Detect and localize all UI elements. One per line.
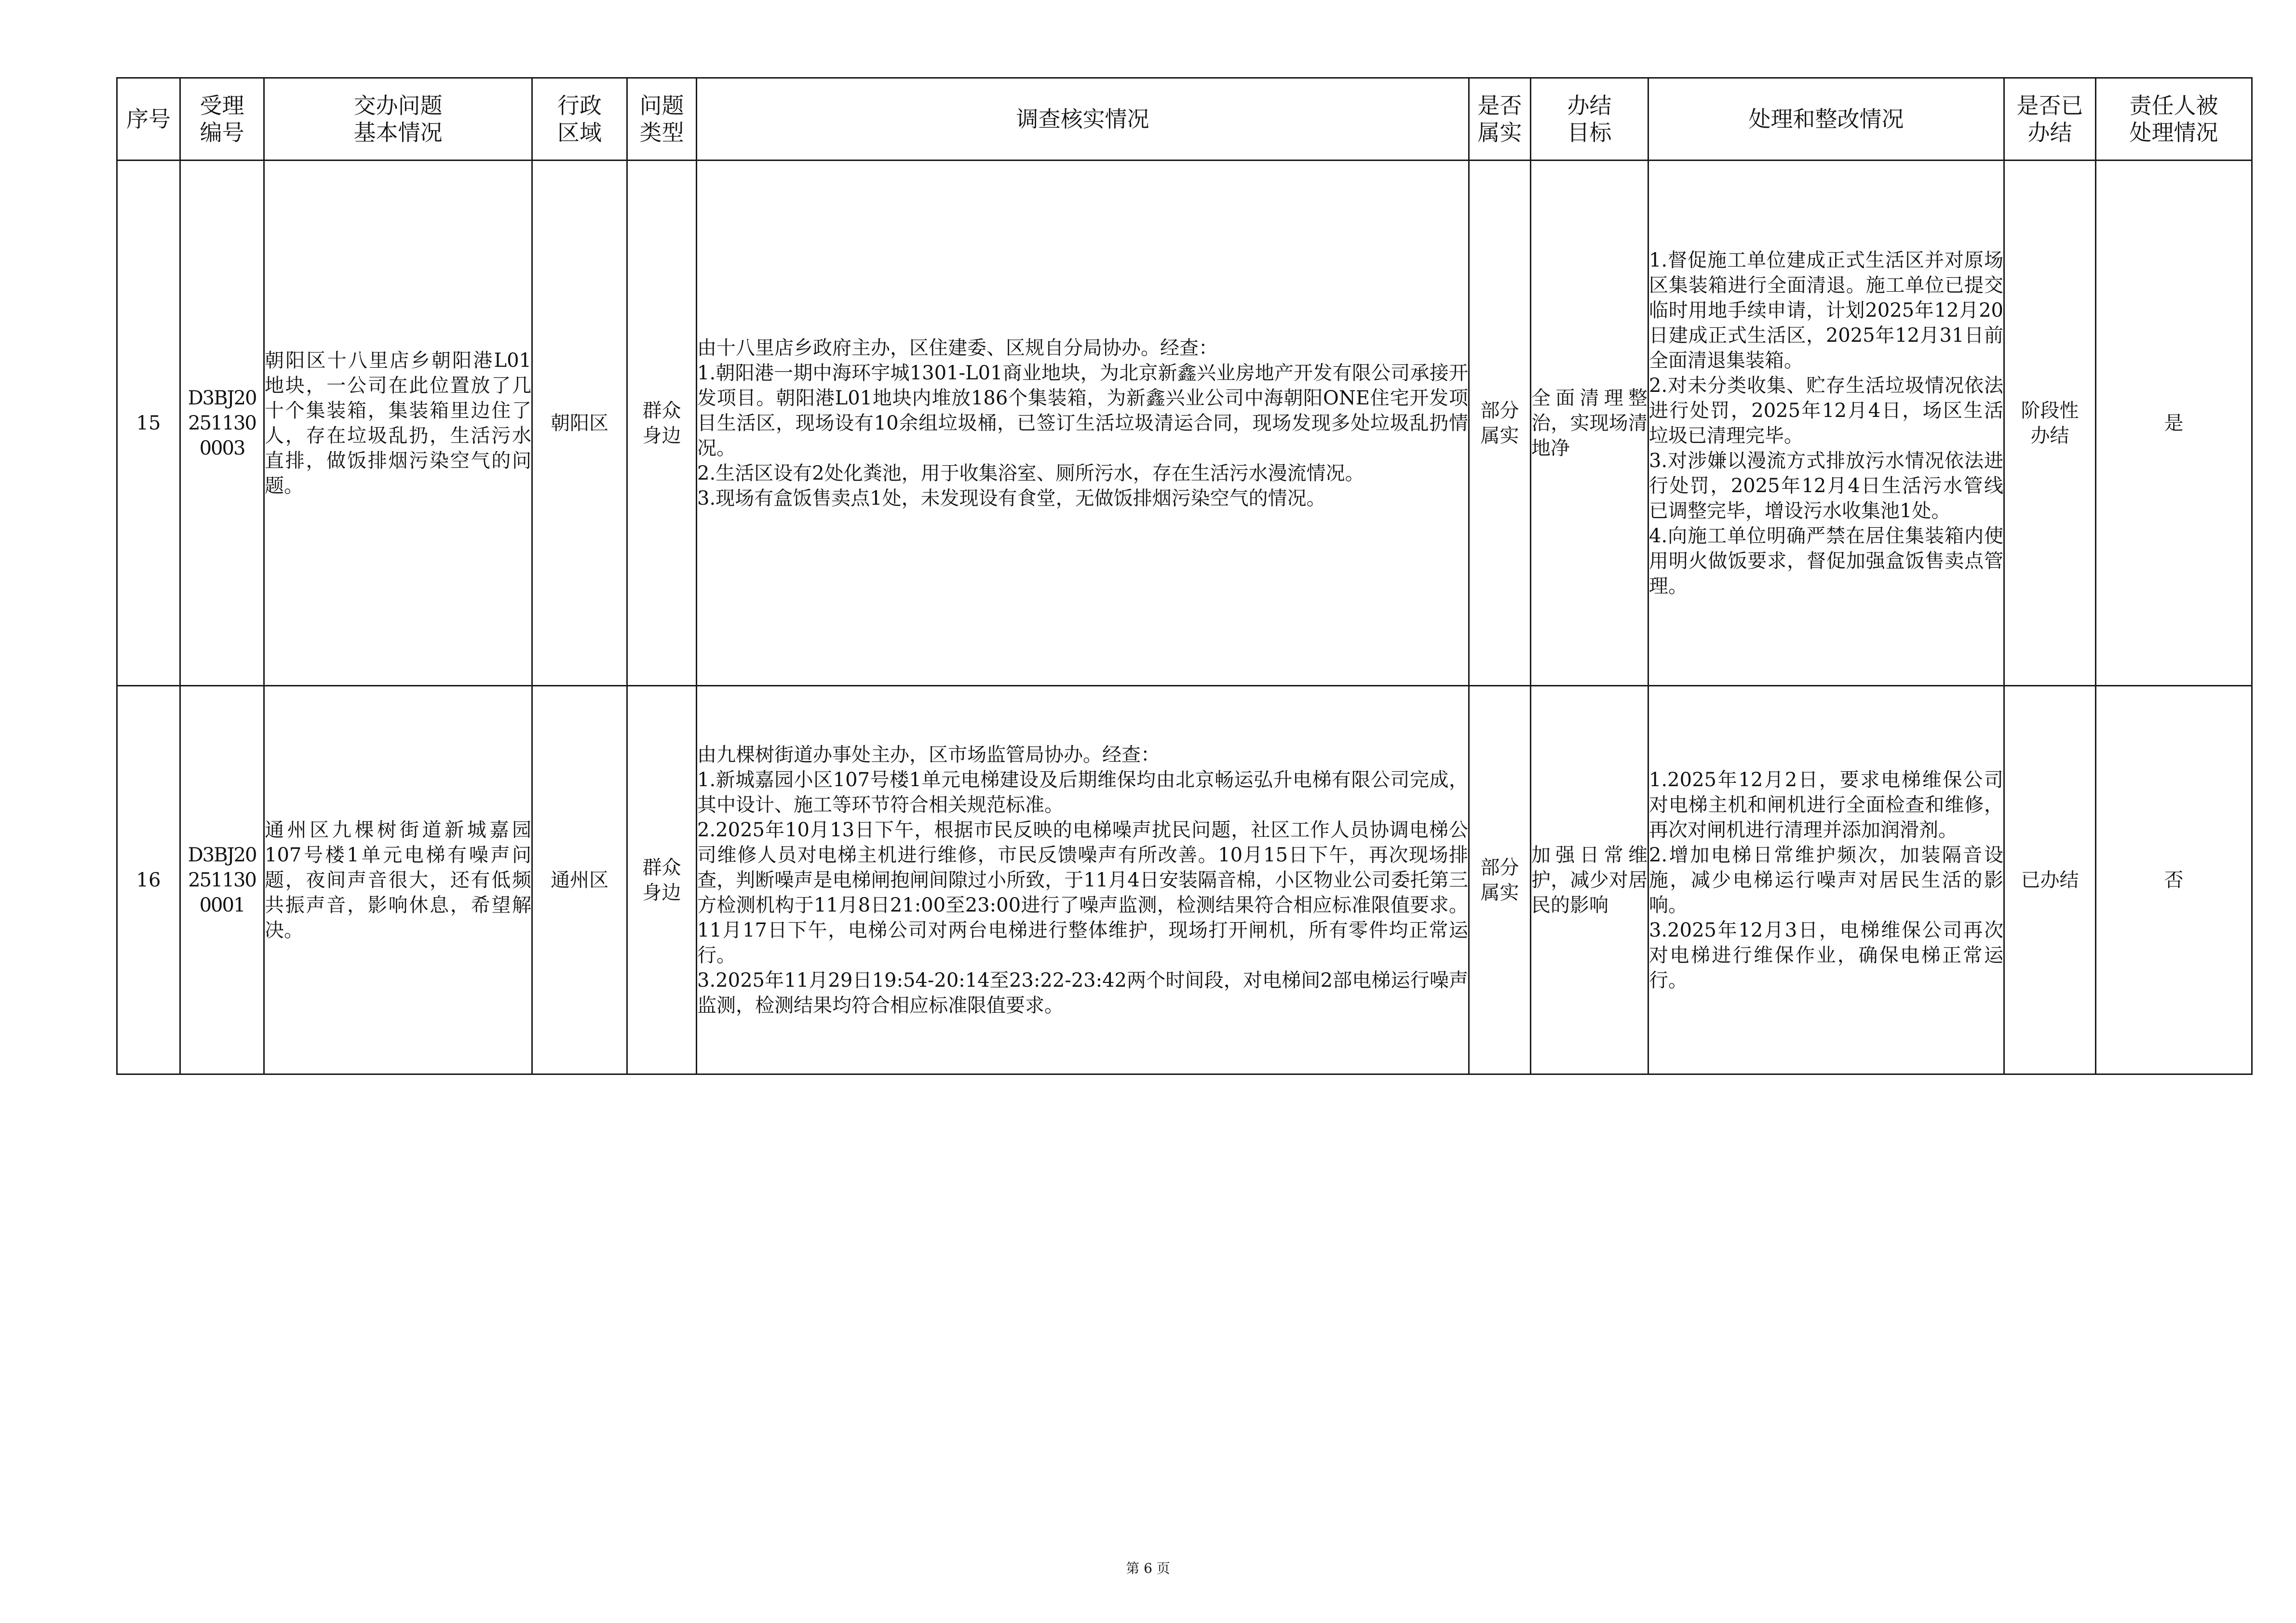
cell-seq: 15: [117, 161, 180, 686]
header-district: 行政 区域: [532, 78, 627, 161]
cell-seq: 16: [117, 686, 180, 1074]
header-done: 是否已 办结: [2004, 78, 2096, 161]
header-punished: 责任人被 处理情况: [2096, 78, 2252, 161]
header-investigation: 调查核实情况: [697, 78, 1469, 161]
cell-case-id: D3BJ20 251130 0003: [180, 161, 264, 686]
cell-goal: 全面清理整治，实现场清地净: [1531, 161, 1648, 686]
cell-district: 通州区: [532, 686, 627, 1074]
complaint-table: [116, 77, 2253, 1075]
cell-investigation: 由十八里店乡政府主办，区住建委、区规自分局协办。经查： 1.朝阳港一期中海环宇城1301-L01商业地块，为北京新鑫兴业房地产开发有限公司承接开发项目。朝阳港L01地块内堆放186个集装箱，为新鑫兴业公司中海朝阳ONE住宅开发项目生活区，现场设有10余组垃圾桶，已签订生活垃圾清运合同，现场发现多处垃圾乱扔情况。 2.生活区设有2处化粪池，用于收集浴室、厕所污水，存在生活污水漫流情况。 3.现场有盒饭售卖点1处，未发现设有食堂，无做饭排烟污染空气的情况。: [697, 161, 1469, 686]
cell-type: 群众 身边: [627, 686, 697, 1074]
cell-problem: 朝阳区十八里店乡朝阳港L01地块，一公司在此位置放了几十个集装箱，集装箱里边住了人，存在垃圾乱扔，生活污水直排，做饭排烟污染空气的问题。: [264, 161, 532, 686]
cell-goal: 加强日常维护，减少对居民的影响: [1531, 686, 1648, 1074]
cell-done: 阶段性 办结: [2004, 161, 2096, 686]
header-verified: 是否 属实: [1469, 78, 1531, 161]
cell-investigation: 由九棵树街道办事处主办，区市场监管局协办。经查： 1.新城嘉园小区107号楼1单元电梯建设及后期维保均由北京畅运弘升电梯有限公司完成，其中设计、施工等环节符合相关规范标准。 2.2025年10月13日下午，根据市民反映的电梯噪声扰民问题，社区工作人员协调电梯公司维修人员对电梯主机进行维修，市民反馈噪声有所改善。10月15日下午，再次现场排查，判断噪声是电梯闸抱闸间隙过小所致，于11月4日安装隔音棉，小区物业公司委托第三方检测机构于11月8日21:00至23:00进行了噪声监测，检测结果符合相应标准限值要求。11月17日下午，电梯公司对两台电梯进行整体维护，现场打开闸机，所有零件均正常运行。 3.2025年11月29日19:54-20:14至23:22-23:42两个时间段，对电梯间2部电梯运行噪声监测，检测结果均符合相应标准限值要求。: [697, 686, 1469, 1074]
cell-verified: 部分 属实: [1469, 686, 1531, 1074]
cell-done: 已办结: [2004, 686, 2096, 1074]
header-handling: 处理和整改情况: [1648, 78, 2004, 161]
table-row: [117, 161, 2252, 686]
cell-type: 群众 身边: [627, 161, 697, 686]
cell-punished: 否: [2096, 686, 2252, 1074]
header-type: 问题 类型: [627, 78, 697, 161]
cell-handling: 1.督促施工单位建成正式生活区并对原场区集装箱进行全面清退。施工单位已提交临时用地手续申请，计划2025年12月20日建成正式生活区，2025年12月31日前全面清退集装箱。 2.对未分类收集、贮存生活垃圾情况依法进行处罚，2025年12月4日，场区生活垃圾已清理完毕。 3.对涉嫌以漫流方式排放污水情况依法进行处罚，2025年12月4日生活污水管线已调整完毕，增设污水收集池1处。 4.向施工单位明确严禁在居住集装箱内使用明火做饭要求，督促加强盒饭售卖点管理。: [1648, 161, 2004, 686]
cell-handling: 1.2025年12月2日，要求电梯维保公司对电梯主机和闸机进行全面检查和维修，再次对闸机进行清理并添加润滑剂。 2.增加电梯日常维护频次，加装隔音设施，减少电梯运行噪声对居民生活的影响。 3.2025年12月3日，电梯维保公司再次对电梯进行维保作业，确保电梯正常运行。: [1648, 686, 2004, 1074]
table-header-row: [117, 78, 2252, 161]
cell-district: 朝阳区: [532, 161, 627, 686]
cell-problem: 通州区九棵树街道新城嘉园107号楼1单元电梯有噪声问题，夜间声音很大，还有低频共振声音，影响休息，希望解决。: [264, 686, 532, 1074]
header-seq: 序号: [117, 78, 180, 161]
cell-punished: 是: [2096, 161, 2252, 686]
page-number: 第 6 页: [1126, 1560, 1170, 1576]
table-row: [117, 686, 2252, 1074]
header-problem: 交办问题 基本情况: [264, 78, 532, 161]
header-case-id: 受理 编号: [180, 78, 264, 161]
cell-verified: 部分 属实: [1469, 161, 1531, 686]
header-goal: 办结 目标: [1531, 78, 1648, 161]
cell-case-id: D3BJ20 251130 0001: [180, 686, 264, 1074]
